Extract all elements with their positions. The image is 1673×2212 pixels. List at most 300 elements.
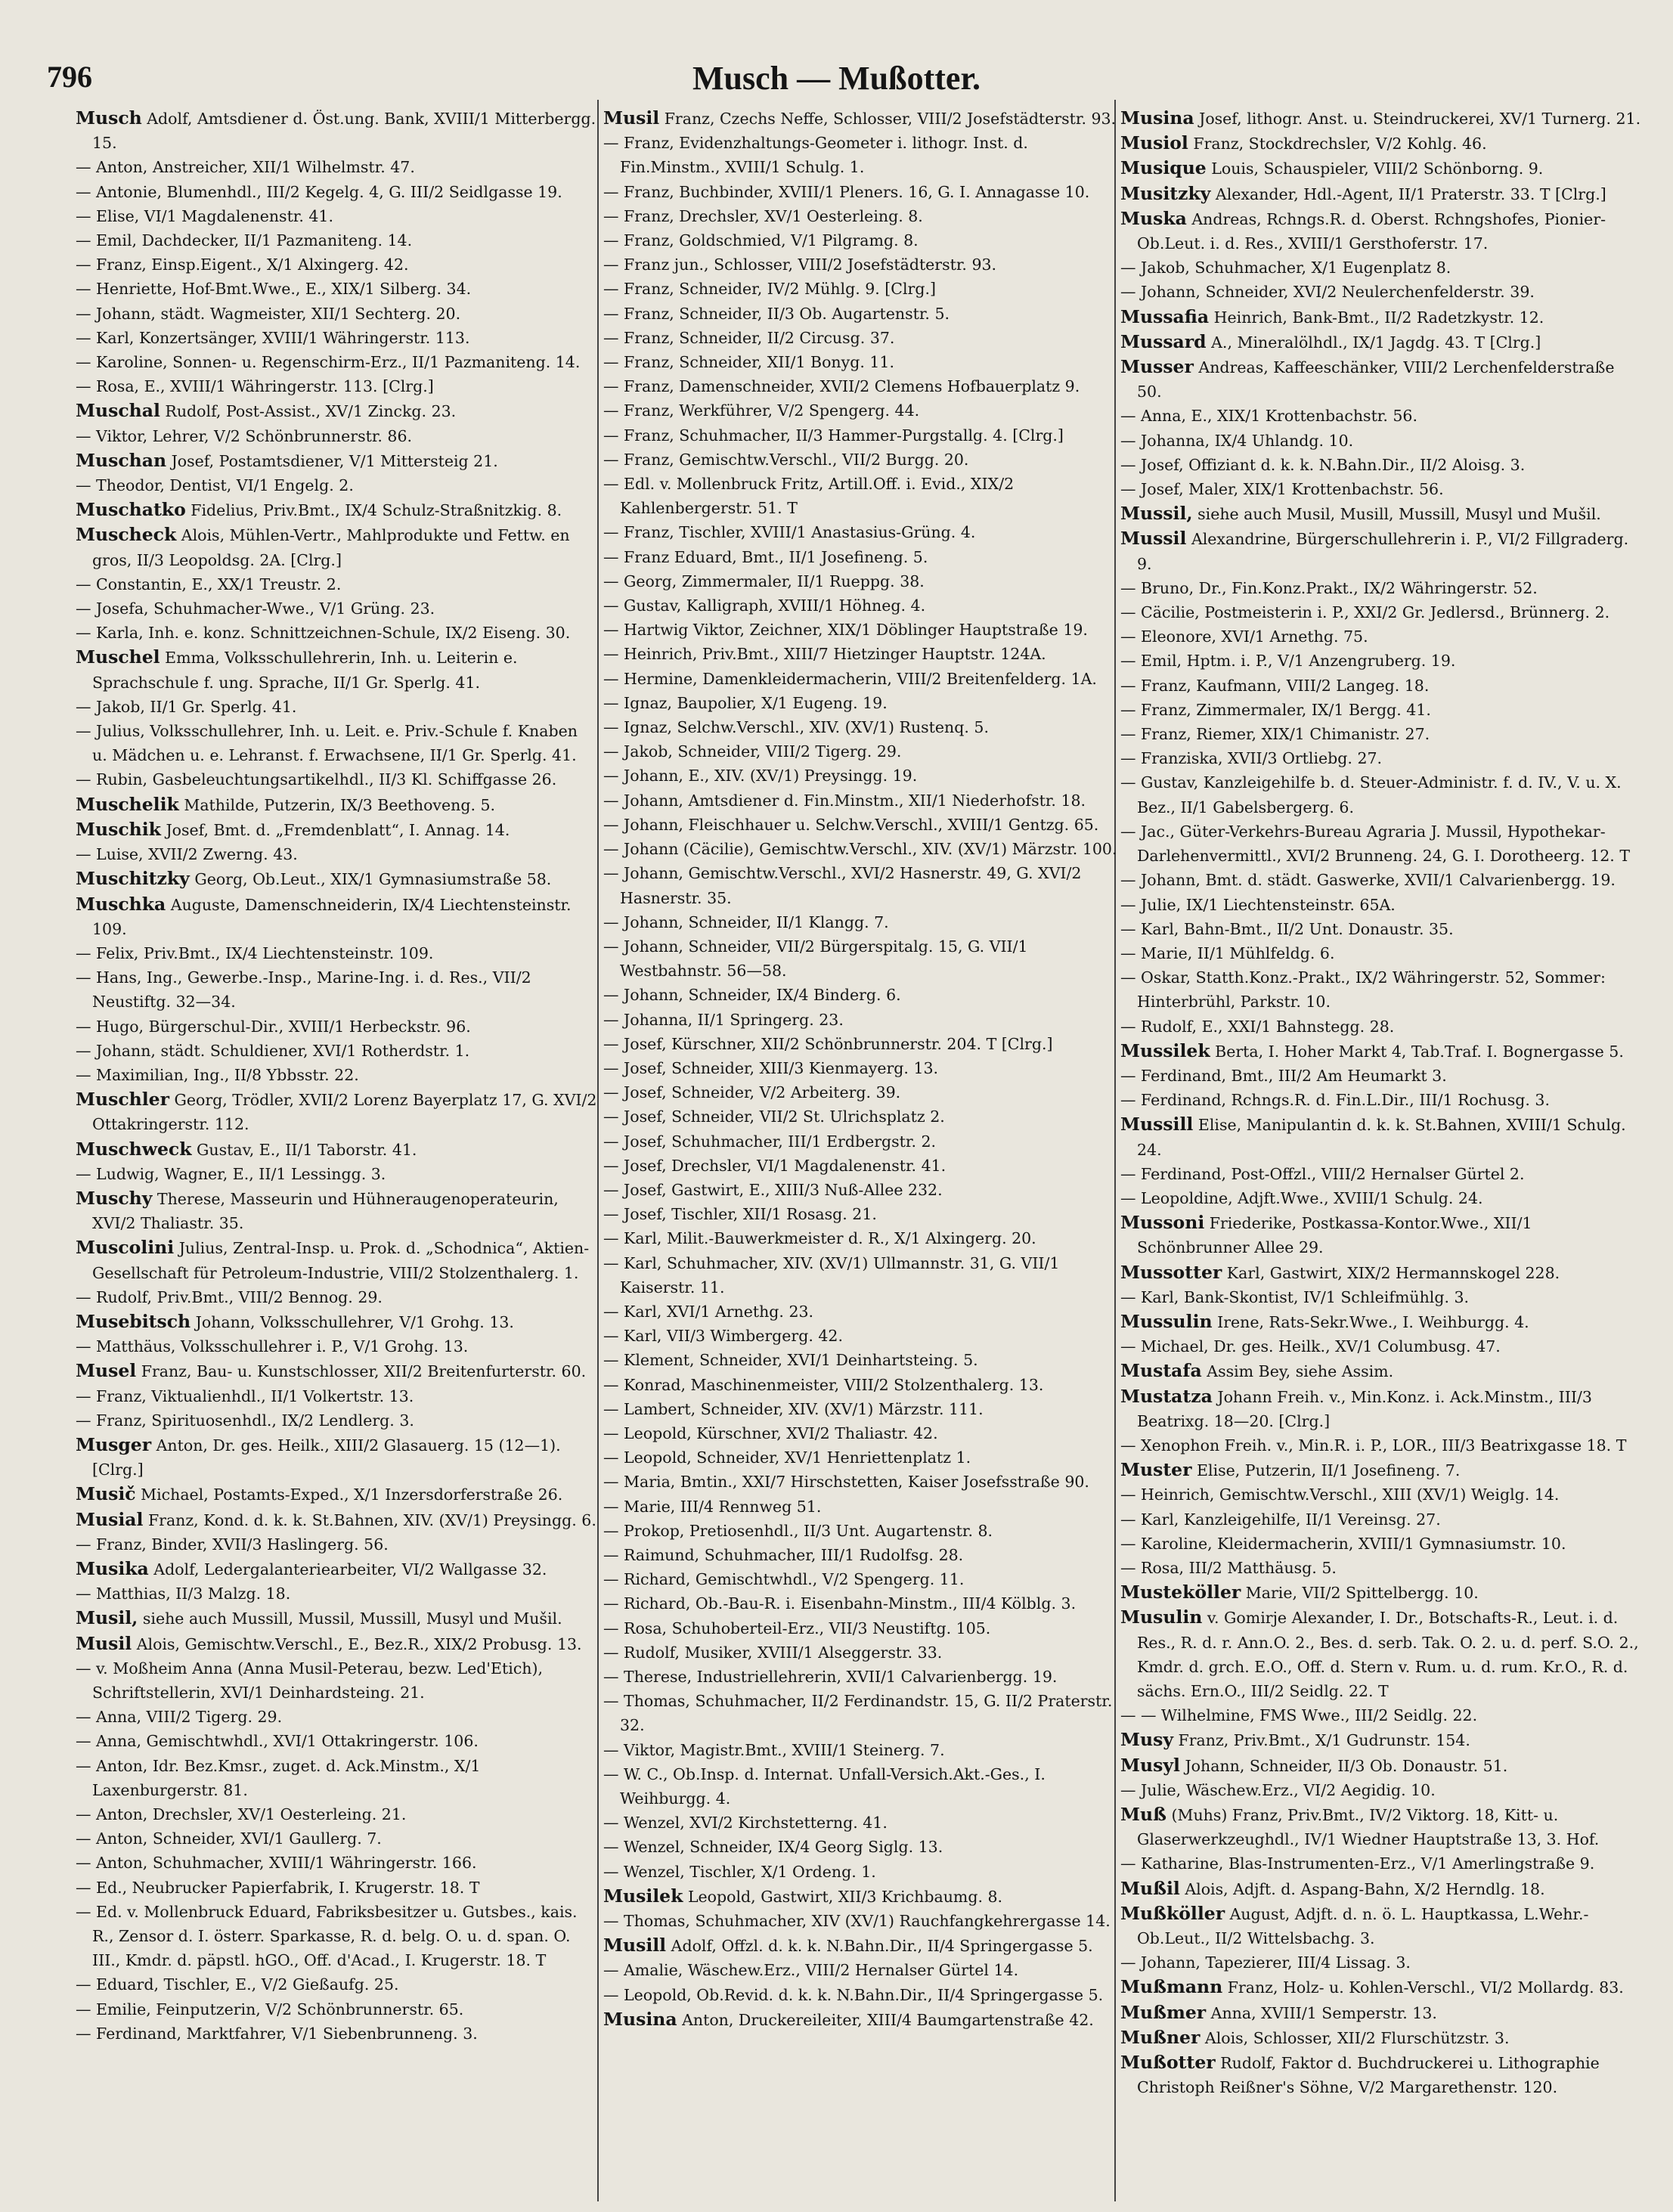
entry-text: — Hans, Ing., Gewerbe.-Insp., Marine-Ing. i. d. Res., VII/2 Neustiftg. 32—34. bbox=[76, 968, 531, 1012]
entry-text: — Emil, Dachdecker, II/1 Pazmaniteng. 14. bbox=[76, 231, 413, 250]
entry-surname: Muschler bbox=[76, 1089, 169, 1111]
entry-text: Auguste, Damenschneiderin, IX/4 Liechtensteinstr. 109. bbox=[92, 895, 572, 938]
directory-entry bbox=[76, 767, 597, 792]
directory-entry bbox=[76, 842, 597, 866]
entry-text: Gustav, E., II/1 Taborstr. 41. bbox=[191, 1140, 417, 1159]
entry-surname: Mussil, bbox=[1120, 503, 1193, 525]
directory-entry bbox=[1120, 526, 1642, 575]
entry-text: — Jakob, Schneider, VIII/2 Tigerg. 29. bbox=[603, 742, 902, 761]
directory-entry bbox=[603, 326, 1125, 350]
entry-text: — Cäcilie, Postmeisterin i. P., XXI/2 Gr. Jedlersd., Brünnerg. 2. bbox=[1120, 603, 1610, 622]
directory-entry bbox=[1120, 917, 1642, 941]
entry-surname: Musial bbox=[76, 1508, 144, 1530]
entry-text: Alois, Gemischtw.Verschl., E., Bez.R., XIX/2 Probusg. 13. bbox=[132, 1634, 582, 1653]
directory-entry bbox=[603, 1202, 1125, 1226]
directory-entry bbox=[76, 497, 597, 522]
directory-entry bbox=[76, 572, 597, 596]
entry-text: — Johann, Tapezierer, III/4 Lissag. 3. bbox=[1120, 1953, 1411, 1972]
column-divider bbox=[597, 100, 599, 2201]
directory-entry bbox=[1120, 722, 1642, 746]
directory-entry bbox=[1120, 429, 1642, 453]
entry-text: Rudolf, Faktor d. Buchdruckerei u. Lithographie Christoph Reißner's Söhne, V/2 Margarethenstr. 120. bbox=[1137, 2054, 1600, 2097]
directory-entry bbox=[76, 1532, 597, 1557]
entry-text: — Johann, Schneider, VII/2 Bürgerspitalg. 15, G. VII/1 Westbahnstr. 56—58. bbox=[603, 937, 1028, 981]
entry-text: — Anton, Schuhmacher, XVIII/1 Währingerstr. 166. bbox=[76, 1854, 477, 1873]
directory-entry bbox=[76, 1729, 597, 1753]
directory-entry bbox=[1120, 355, 1642, 404]
entry-text: v. Gomirje Alexander, I. Dr., Botschafts-R., Leut. i. d. Res., R. d. r. Ann.O. 2., Bes. d. serb. Tak. O. 2. u. d. perf. S.O. 2., Kmdr. d. grch. E.O., Off. d. Stern v. Rum. u. d. rum. Kr.O., R. d. sächs. Ern.O., III/2 Seidlg. 22. T bbox=[1137, 1609, 1639, 1700]
directory-entry bbox=[603, 1080, 1125, 1104]
entry-text: Elise, Putzerin, II/1 Josefineng. 7. bbox=[1191, 1461, 1461, 1480]
entry-text: — Ed., Neubrucker Papierfabrik, I. Krugerstr. 18. T bbox=[76, 1878, 480, 1897]
directory-entry bbox=[76, 1606, 597, 1631]
entry-text: — Leopoldine, Adjft.Wwe., XVIII/1 Schulg. 24. bbox=[1120, 1188, 1483, 1207]
entry-text: — Eleonore, XVI/1 Arnethg. 75. bbox=[1120, 627, 1368, 646]
directory-entry bbox=[603, 1300, 1125, 1324]
directory-entry bbox=[1120, 1727, 1642, 1752]
directory-entry bbox=[76, 892, 597, 941]
directory-entry bbox=[603, 1470, 1125, 1494]
directory-entry bbox=[1120, 1458, 1642, 1482]
directory-entry bbox=[1120, 330, 1642, 355]
entry-text: — Franz, Viktualienhdl., II/1 Volkertstr. 13. bbox=[76, 1386, 414, 1405]
directory-entry bbox=[603, 1226, 1125, 1250]
directory-entry bbox=[603, 1884, 1125, 1909]
directory-entry bbox=[1120, 1210, 1642, 1259]
entry-surname: Mußmer bbox=[1120, 2001, 1207, 2023]
directory-entry bbox=[1120, 1260, 1642, 1285]
entry-text: — Amalie, Wäschew.Erz., VIII/2 Hernalser Gürtel 14. bbox=[603, 1961, 1019, 1980]
entry-text: siehe auch Mussill, Mussil, Mussill, Musyl und Mušil. bbox=[138, 1609, 562, 1628]
directory-entry bbox=[1120, 1482, 1642, 1507]
entry-text: — Konrad, Maschinenmeister, VIII/2 Stolzenthalerg. 13. bbox=[603, 1375, 1044, 1394]
directory-entry bbox=[603, 739, 1125, 764]
directory-entry bbox=[1120, 2050, 1642, 2099]
entry-text: — Matthäus, Volksschullehrer i. P., V/1 Grohg. 13. bbox=[76, 1337, 469, 1356]
entry-text: — Katharine, Blas-Instrumenten-Erz., V/1 Amerlingstraße 9. bbox=[1120, 1854, 1595, 1873]
directory-entry bbox=[603, 1324, 1125, 1348]
entry-text: — Franz, Drechsler, XV/1 Oesterleing. 8. bbox=[603, 206, 923, 225]
entry-surname: Mussotter bbox=[1120, 1261, 1222, 1283]
directory-entry bbox=[603, 1543, 1125, 1567]
directory-entry bbox=[603, 1373, 1125, 1397]
column-2 bbox=[603, 106, 1125, 2204]
entry-text: Franz, Holz- u. Kohlen-Verschl., VI/2 Mollardg. 83. bbox=[1222, 1978, 1624, 1997]
directory-entry bbox=[603, 1983, 1125, 2007]
directory-entry bbox=[1120, 2000, 1642, 2025]
directory-entry bbox=[603, 228, 1125, 252]
entry-text: Andreas, Rchngs.R. d. Oberst. Rchngshofes, Pionier-Ob.Leut. i. d. Res., XVIII/1 Gersthoferstr. 17. bbox=[1137, 209, 1606, 253]
entry-text: — Bruno, Dr., Fin.Konz.Prakt., IX/2 Währingerstr. 52. bbox=[1120, 578, 1538, 597]
directory-entry bbox=[1120, 206, 1642, 256]
entry-text: — Franz jun., Schlosser, VIII/2 Josefstädterstr. 93. bbox=[603, 256, 997, 274]
entry-text: — Josef, Gastwirt, E., XIII/3 Nuß-Allee 232. bbox=[603, 1180, 943, 1199]
entry-text: — Karoline, Kleidermacherin, XVIII/1 Gymnasiumstr. 10. bbox=[1120, 1534, 1566, 1553]
entry-surname: Muscolini bbox=[76, 1237, 175, 1259]
entry-text: Louis, Schauspieler, VIII/2 Schönborng. 9. bbox=[1206, 160, 1544, 178]
directory-entry bbox=[76, 1408, 597, 1433]
entry-text: (Muhs) Franz, Priv.Bmt., IV/2 Viktorg. 18, Kitt- u. Glaserwerkzeughdl., IV/1 Wiedner Hauptstraße 13, 3. Hof. bbox=[1137, 1806, 1600, 1849]
entry-text: — Viktor, Lehrer, V/2 Schönbrunnerstr. 86. bbox=[76, 426, 413, 445]
entry-text: — Franz, Schneider, II/2 Circusg. 37. bbox=[603, 328, 895, 347]
directory-entry bbox=[76, 621, 597, 645]
directory-entry bbox=[1120, 941, 1642, 965]
directory-entry bbox=[603, 545, 1125, 569]
entry-text: — Johann, städt. Wagmeister, XII/1 Sechterg. 20. bbox=[76, 304, 461, 323]
entry-text: Alexander, Hdl.-Agent, II/1 Praterstr. 33. T [Clrg.] bbox=[1210, 184, 1606, 203]
directory-entry bbox=[76, 1802, 597, 1826]
entry-text: — Klement, Schneider, XVI/1 Deinhartsteing. 5. bbox=[603, 1351, 978, 1370]
entry-text: August, Adjft. d. n. ö. L. Hauptkassa, L.Wehr.-Ob.Leut., II/2 Wittelsbachg. 3. bbox=[1137, 1904, 1589, 1948]
entry-text: Anton, Dr. ges. Heilk., XIII/2 Glasauerg. 15 (12—1). [Clrg.] bbox=[92, 1436, 561, 1479]
entry-surname: Muschal bbox=[76, 400, 160, 422]
entry-text: Adolf, Amtsdiener d. Öst.ung. Bank, XVIII/1 Mitterbergg. 15. bbox=[92, 110, 596, 153]
directory-entry bbox=[603, 1178, 1125, 1202]
directory-entry bbox=[1120, 1358, 1642, 1383]
entry-text: Anna, XVIII/1 Semperstr. 13. bbox=[1206, 2003, 1437, 2022]
entry-text: — Theodor, Dentist, VI/1 Engelg. 2. bbox=[76, 476, 354, 495]
entry-text: — Josef, Schneider, VII/2 St. Ulrichsplatz 2. bbox=[603, 1108, 945, 1126]
entry-text: — Rubin, Gasbeleuchtungsartikelhdl., II/3 Kl. Schiffgasse 26. bbox=[76, 770, 557, 789]
entry-surname: Musique bbox=[1120, 157, 1207, 179]
entry-text: Therese, Masseurin und Hühneraugenoperateurin, XVI/2 Thaliastr. 35. bbox=[92, 1189, 559, 1233]
entry-surname: Musch bbox=[76, 107, 142, 129]
entry-surname: Musulin bbox=[1120, 1606, 1203, 1628]
entry-surname: Musilek bbox=[603, 1885, 683, 1907]
directory-entry bbox=[603, 1860, 1125, 1884]
entry-surname: Musyl bbox=[1120, 1754, 1180, 1776]
entry-surname: Mustatza bbox=[1120, 1385, 1213, 1407]
entry-text: — Franziska, XVII/3 Ortliebg. 27. bbox=[1120, 749, 1383, 768]
entry-text: Leopold, Gastwirt, XII/3 Krichbaumg. 8. bbox=[683, 1887, 1003, 1906]
entry-text: — Josef, Kürschner, XII/2 Schönbrunnerstr. 204. T [Clrg.] bbox=[603, 1034, 1053, 1053]
directory-entry bbox=[76, 326, 597, 350]
entry-text: Fidelius, Priv.Bmt., IX/4 Schulz-Straßnitzkig. 8. bbox=[185, 501, 562, 520]
entry-text: — Johann, Schneider, II/1 Klangg. 7. bbox=[603, 912, 889, 931]
directory-entry bbox=[603, 1933, 1125, 1958]
page-number: 796 bbox=[47, 60, 92, 94]
directory-entry bbox=[1120, 819, 1642, 868]
directory-entry bbox=[1120, 965, 1642, 1014]
directory-entry bbox=[76, 350, 597, 374]
directory-entry bbox=[76, 1656, 597, 1705]
directory-entry bbox=[76, 374, 597, 398]
entry-surname: Musina bbox=[603, 2008, 677, 2030]
entry-text: — Franz, Gemischtw.Verschl., VII/2 Burgg. 20. bbox=[603, 450, 969, 469]
entry-surname: Musika bbox=[76, 1557, 149, 1579]
entry-text: — Xenophon Freih. v., Min.R. i. P., LOR., III/3 Beatrixgasse 18. T bbox=[1120, 1436, 1627, 1455]
entry-text: Franz, Bau- u. Kunstschlosser, XII/2 Breitenfurterstr. 60. bbox=[136, 1362, 587, 1381]
entry-text: — Rosa, E., XVIII/1 Währingerstr. 113. [Clrg.] bbox=[76, 377, 434, 396]
directory-entry bbox=[1120, 181, 1642, 206]
directory-entry bbox=[1120, 1778, 1642, 1802]
entry-surname: Musil, bbox=[76, 1607, 138, 1629]
entry-text: — Therese, Industriellehrerin, XVII/1 Calvarienbergg. 19. bbox=[603, 1668, 1058, 1686]
entry-text: — Matthias, II/3 Malzg. 18. bbox=[76, 1585, 291, 1603]
entry-text: Berta, I. Hoher Markt 4, Tab.Traf. I. Bognergasse 5. bbox=[1210, 1042, 1624, 1061]
directory-entry bbox=[1120, 2025, 1642, 2050]
directory-entry bbox=[76, 1972, 597, 1997]
entry-text: — Thomas, Schuhmacher, XIV (XV/1) Rauchfangkehrergasse 14. bbox=[603, 1912, 1111, 1931]
directory-entry bbox=[1120, 1753, 1642, 1778]
directory-entry bbox=[1120, 1433, 1642, 1458]
directory-entry bbox=[76, 792, 597, 817]
entry-text: — Franz, Werkführer, V/2 Spengerg. 44. bbox=[603, 401, 920, 420]
directory-entry bbox=[603, 910, 1125, 934]
directory-entry bbox=[76, 180, 597, 204]
directory-entry bbox=[603, 1958, 1125, 1982]
entry-surname: Muß bbox=[1120, 1804, 1166, 1826]
directory-entry bbox=[603, 448, 1125, 472]
entry-text: Georg, Trödler, XVII/2 Lorenz Bayerplatz 17, G. XVI/2 Ottakringerstr. 112. bbox=[92, 1091, 597, 1134]
entry-text: — Johann (Cäcilie), Gemischtw.Verschl., XIV. (XV/1) Märzstr. 100. bbox=[603, 840, 1117, 859]
entry-text: — Ignaz, Selchw.Verschl., XIV. (XV/1) Rustenq. 5. bbox=[603, 718, 989, 737]
directory-entry bbox=[603, 1738, 1125, 1762]
directory-entry bbox=[76, 277, 597, 301]
entry-text: — Ferdinand, Post-Offzl., VIII/2 Hernalser Gürtel 2. bbox=[1120, 1164, 1525, 1183]
directory-entry bbox=[76, 398, 597, 423]
entry-text: — Franz, Goldschmied, V/1 Pilgramg. 8. bbox=[603, 231, 919, 250]
entry-surname: Musič bbox=[76, 1483, 136, 1505]
directory-entry bbox=[1120, 256, 1642, 280]
directory-entry bbox=[603, 350, 1125, 374]
entry-text: — Ferdinand, Rchngs.R. d. Fin.L.Dir., III/1 Rochusg. 3. bbox=[1120, 1091, 1550, 1110]
entry-text: — Franz, Spirituosenhdl., IX/2 Lendlerg. 3. bbox=[76, 1411, 414, 1430]
entry-text: — Rudolf, E., XXI/1 Bahnstegg. 28. bbox=[1120, 1017, 1395, 1036]
directory-entry bbox=[603, 813, 1125, 837]
entry-text: — Franz, Kaufmann, VIII/2 Langeg. 18. bbox=[1120, 676, 1430, 695]
entry-text: — Johann, Schneider, IX/4 Binderg. 6. bbox=[603, 986, 901, 1005]
directory-entry bbox=[1120, 1802, 1642, 1851]
entry-surname: Mustafa bbox=[1120, 1360, 1202, 1382]
entry-surname: Musebitsch bbox=[76, 1310, 191, 1332]
directory-entry bbox=[76, 1582, 597, 1606]
entry-text: — Julie, IX/1 Liechtensteinstr. 65A. bbox=[1120, 895, 1396, 914]
directory-entry bbox=[603, 131, 1125, 179]
entry-text: — Josef, Maler, XIX/1 Krottenbachstr. 56. bbox=[1120, 480, 1444, 499]
entry-text: — Marie, III/4 Rennweg 51. bbox=[603, 1497, 822, 1516]
entry-text: — Ludwig, Wagner, E., II/1 Lessingg. 3. bbox=[76, 1164, 386, 1183]
entry-text: Franz, Stockdrechsler, V/2 Kohlg. 46. bbox=[1188, 135, 1487, 153]
entry-surname: Musil bbox=[603, 107, 660, 129]
entry-surname: Muschik bbox=[76, 818, 161, 840]
entry-text: — Raimund, Schuhmacher, III/1 Rudolfsg. 28. bbox=[603, 1545, 964, 1564]
entry-text: — Franz, Schneider, XII/1 Bonyg. 11. bbox=[603, 353, 894, 372]
entry-text: — Anton, Idr. Bez.Kmsr., zuget. d. Ack.Minstm., X/1 Laxenburgerstr. 81. bbox=[76, 1756, 481, 1799]
entry-text: Alexandrine, Bürgerschullehrerin i. P., VI/2 Fillgraderg. 9. bbox=[1137, 530, 1629, 573]
directory-entry bbox=[76, 645, 597, 694]
entry-text: — Johann, Amtsdiener d. Fin.Minstm., XII/1 Niederhofstr. 18. bbox=[603, 791, 1086, 810]
entry-surname: Muschka bbox=[76, 893, 166, 915]
entry-text: — Antonie, Blumenhdl., III/2 Kegelg. 4, G. III/2 Seidlgasse 19. bbox=[76, 182, 562, 201]
entry-text: Emma, Volksschullehrerin, Inh. u. Leiterin e. Sprachschule f. ung. Sprache, II/1 Gr. Sperlg. 41. bbox=[92, 649, 518, 692]
entry-text: — Josef, Tischler, XII/1 Rosasg. 21. bbox=[603, 1205, 877, 1224]
directory-entry bbox=[603, 1616, 1125, 1640]
entry-text: — Anton, Drechsler, XV/1 Oesterleing. 21. bbox=[76, 1805, 407, 1824]
entry-text: — Josef, Offiziant d. k. k. N.Bahn.Dir., II/2 Aloisg. 3. bbox=[1120, 455, 1526, 474]
entry-text: — Hermine, Damenkleidermacherin, VIII/2 Breitenfelderg. 1A. bbox=[603, 669, 1097, 688]
directory-entry bbox=[1120, 576, 1642, 600]
entry-text: — Josef, Drechsler, VI/1 Magdalenenstr. 41. bbox=[603, 1156, 946, 1175]
entry-text: — Emilie, Feinputzerin, V/2 Schönbrunnerstr. 65. bbox=[76, 2000, 464, 2018]
directory-entry bbox=[1120, 1039, 1642, 1064]
directory-entry bbox=[76, 596, 597, 621]
entry-surname: Muschweck bbox=[76, 1138, 192, 1160]
entry-text: — Josef, Schneider, V/2 Arbeiterg. 39. bbox=[603, 1083, 901, 1102]
directory-entry bbox=[76, 1507, 597, 1532]
entry-text: Anton, Druckereileiter, XIII/4 Baumgartenstraße 42. bbox=[677, 2010, 1094, 2029]
entry-surname: Muschitzky bbox=[76, 868, 190, 890]
column-1 bbox=[76, 106, 597, 2204]
directory-entry bbox=[603, 691, 1125, 715]
directory-entry bbox=[76, 719, 597, 767]
entry-surname: Musiol bbox=[1120, 132, 1188, 154]
directory-entry bbox=[1120, 1186, 1642, 1210]
entry-text: Andreas, Kaffeeschänker, VIII/2 Lerchenfelderstraße 50. bbox=[1137, 358, 1615, 401]
directory-entry bbox=[603, 715, 1125, 739]
directory-entry bbox=[1120, 501, 1642, 526]
directory-entry bbox=[76, 1754, 597, 1802]
entry-surname: Musser bbox=[1120, 356, 1194, 378]
directory-entry bbox=[1120, 893, 1642, 917]
entry-text: — Franz, Schneider, II/3 Ob. Augartenstr. 5. bbox=[603, 304, 950, 323]
entry-surname: Mußköller bbox=[1120, 1902, 1225, 1924]
directory-entry bbox=[603, 1421, 1125, 1445]
entry-text: — Eduard, Tischler, E., V/2 Gießaufg. 25. bbox=[76, 1975, 399, 1994]
entry-surname: Mußner bbox=[1120, 2026, 1201, 2048]
entry-text: — Rudolf, Musiker, XVIII/1 Alseggerstr. 33. bbox=[603, 1643, 943, 1662]
directory-entry bbox=[1120, 674, 1642, 698]
directory-entry bbox=[1120, 1851, 1642, 1876]
entry-text: — Richard, Gemischtwhdl., V/2 Spengerg. 11. bbox=[603, 1570, 965, 1589]
entry-text: — Jac., Güter-Verkehrs-Bureau Agraria J. Mussil, Hypothekar-Darlehenvermittl., XVI/2 Brunneng. 24, G. I. Dorotheerg. 12. T bbox=[1120, 822, 1630, 866]
entry-text: — Karl, Bahn-Bmt., II/2 Unt. Donaustr. 35. bbox=[1120, 919, 1454, 938]
directory-entry bbox=[603, 106, 1125, 131]
entry-text: — Henriette, Hof-Bmt.Wwe., E., XIX/1 Silberg. 34. bbox=[76, 280, 472, 299]
entry-text: — Marie, II/1 Mühlfeldg. 6. bbox=[1120, 943, 1335, 962]
directory-entry bbox=[76, 106, 597, 155]
directory-entry bbox=[1120, 1384, 1642, 1433]
directory-entry bbox=[603, 1762, 1125, 1811]
entry-surname: Mussard bbox=[1120, 330, 1207, 352]
directory-entry bbox=[76, 1137, 597, 1162]
entry-text: — Franz Eduard, Bmt., II/1 Josefineng. 5. bbox=[603, 547, 928, 566]
entry-text: — Johann, städt. Schuldiener, XVI/1 Rotherdstr. 1. bbox=[76, 1041, 470, 1060]
directory-entry bbox=[603, 1129, 1125, 1154]
entry-text: — Karla, Inh. e. konz. Schnittzeichnen-Schule, IX/2 Eiseng. 30. bbox=[76, 624, 571, 643]
entry-text: — Anna, VIII/2 Tigerg. 29. bbox=[76, 1708, 283, 1727]
entry-text: — Anton, Schneider, XVI/1 Gaullerg. 7. bbox=[76, 1829, 382, 1848]
entry-text: Josef, Bmt. d. „Fremdenblatt“, I. Annag. 14. bbox=[160, 820, 510, 839]
entry-surname: Musy bbox=[1120, 1729, 1173, 1751]
directory-entry bbox=[76, 522, 597, 572]
entry-text: — Leopold, Kürschner, XVI/2 Thaliastr. 42. bbox=[603, 1424, 938, 1442]
entry-text: Franz, Czechs Neffe, Schlosser, VIII/2 Josefstädterstr. 93. bbox=[659, 110, 1117, 128]
entry-text: — Oskar, Statth.Konz.-Prakt., IX/2 Währingerstr. 52, Sommer: Hinterbrühl, Parkstr. 10. bbox=[1120, 968, 1606, 1012]
entry-text: — Ed. v. Mollenbruck Eduard, Fabriksbesitzer u. Gutsbes., kais. R., Zensor d. I. österr. Sparkasse, R. d. belg. O. u. d. span. O. III., Kmdr. d. päpstl. hGO., Off. d'Acad., I. Krugerstr. 18. T bbox=[76, 1902, 578, 1970]
entry-surname: Mußotter bbox=[1120, 2052, 1216, 2074]
directory-entry bbox=[1120, 698, 1642, 722]
directory-entry bbox=[603, 788, 1125, 813]
directory-entry bbox=[76, 941, 597, 965]
directory-entry bbox=[76, 1433, 597, 1482]
directory-entry bbox=[603, 593, 1125, 618]
directory-entry bbox=[76, 1851, 597, 1875]
directory-entry bbox=[603, 569, 1125, 593]
entry-text: Josef, lithogr. Anst. u. Steindruckerei, XV/1 Turnerg. 21. bbox=[1194, 110, 1641, 128]
directory-entry bbox=[1120, 1334, 1642, 1358]
entry-text: — Johann, Schneider, XVI/2 Neulerchenfelderstr. 39. bbox=[1120, 283, 1535, 302]
directory-entry bbox=[1120, 1876, 1642, 1901]
entry-surname: Musger bbox=[76, 1433, 152, 1455]
entry-text: Michael, Postamts-Exped., X/1 Inzersdorferstraße 26. bbox=[135, 1486, 563, 1504]
directory-entry bbox=[603, 1835, 1125, 1859]
entry-text: — Michael, Dr. ges. Heilk., XV/1 Columbusg. 47. bbox=[1120, 1337, 1501, 1356]
directory-entry bbox=[1120, 1015, 1642, 1039]
directory-entry bbox=[1120, 1162, 1642, 1186]
directory-entry bbox=[1120, 404, 1642, 428]
entry-text: Johann, Schneider, II/3 Ob. Donaustr. 51. bbox=[1179, 1756, 1508, 1775]
directory-entry bbox=[1120, 600, 1642, 624]
entry-text: Franz, Kond. d. k. k. St.Bahnen, XIV. (XV/1) Preysingg. 6. bbox=[143, 1510, 596, 1529]
entry-text: — Hugo, Bürgerschul-Dir., XVIII/1 Herbeckstr. 96. bbox=[76, 1017, 471, 1036]
directory-entry bbox=[76, 817, 597, 842]
entry-text: — Anna, E., XIX/1 Krottenbachstr. 56. bbox=[1120, 407, 1417, 426]
entry-text: Johann, Volksschullehrer, V/1 Grohg. 13. bbox=[191, 1312, 514, 1331]
directory-entry bbox=[1120, 131, 1642, 156]
entry-text: — Prokop, Pretiosenhdl., II/3 Unt. Augartenstr. 8. bbox=[603, 1521, 993, 1540]
entry-surname: Muscheck bbox=[76, 524, 177, 546]
directory-entry bbox=[1120, 1112, 1642, 1161]
directory-entry bbox=[603, 398, 1125, 423]
directory-entry bbox=[76, 1063, 597, 1087]
directory-entry bbox=[1120, 868, 1642, 892]
directory-entry bbox=[603, 764, 1125, 788]
directory-entry bbox=[603, 1689, 1125, 1737]
entry-text: Alois, Mühlen-Vertr., Mahlprodukte und Fettw. en gros, II/3 Leopoldsg. 2A. [Clrg.] bbox=[92, 526, 570, 569]
directory-entry bbox=[76, 1039, 597, 1063]
directory-entry bbox=[76, 965, 597, 1014]
directory-entry bbox=[76, 1482, 597, 1507]
entry-text: Alois, Schlosser, XII/2 Flurschützstr. 3. bbox=[1200, 2028, 1510, 2047]
entry-surname: Musitzky bbox=[1120, 182, 1211, 204]
entry-text: — Viktor, Magistr.Bmt., XVIII/1 Steinerg. 7. bbox=[603, 1740, 945, 1759]
directory-entry bbox=[603, 252, 1125, 277]
directory-entry bbox=[603, 1640, 1125, 1665]
directory-entry bbox=[76, 1900, 597, 1973]
entry-surname: Muschatko bbox=[76, 499, 186, 521]
entry-text: — Johann, Bmt. d. städt. Gaswerke, XVII/1 Calvarienbergg. 19. bbox=[1120, 871, 1616, 890]
entry-surname: Muschel bbox=[76, 646, 160, 668]
directory-entry bbox=[1120, 746, 1642, 770]
entry-text: — Karl, Kanzleigehilfe, II/1 Vereinsg. 27. bbox=[1120, 1510, 1441, 1529]
directory-entry bbox=[603, 861, 1125, 909]
entry-text: — Ferdinand, Bmt., III/2 Am Heumarkt 3. bbox=[1120, 1066, 1447, 1085]
directory-entry bbox=[603, 1008, 1125, 1032]
entry-text: siehe auch Musil, Musill, Mussill, Musyl und Mušil. bbox=[1192, 505, 1601, 524]
entry-text: — Ferdinand, Marktfahrer, V/1 Siebenbrunneng. 3. bbox=[76, 2024, 478, 2043]
directory-entry bbox=[76, 1631, 597, 1656]
entry-text: — Gustav, Kalligraph, XVIII/1 Höhneg. 4. bbox=[603, 596, 926, 615]
directory-entry bbox=[76, 473, 597, 497]
directory-entry bbox=[76, 204, 597, 228]
directory-entry bbox=[603, 180, 1125, 204]
directory-entry bbox=[603, 1665, 1125, 1689]
entry-surname: Mußmann bbox=[1120, 1976, 1223, 1998]
entry-surname: Musina bbox=[1120, 107, 1194, 129]
entry-text: — Hartwig Viktor, Zeichner, XIX/1 Döblinger Hauptstraße 19. bbox=[603, 621, 1088, 640]
entry-text: — Karl, Schuhmacher, XIV. (XV/1) Ullmannstr. 31, G. VII/1 Kaiserstr. 11. bbox=[603, 1253, 1060, 1297]
